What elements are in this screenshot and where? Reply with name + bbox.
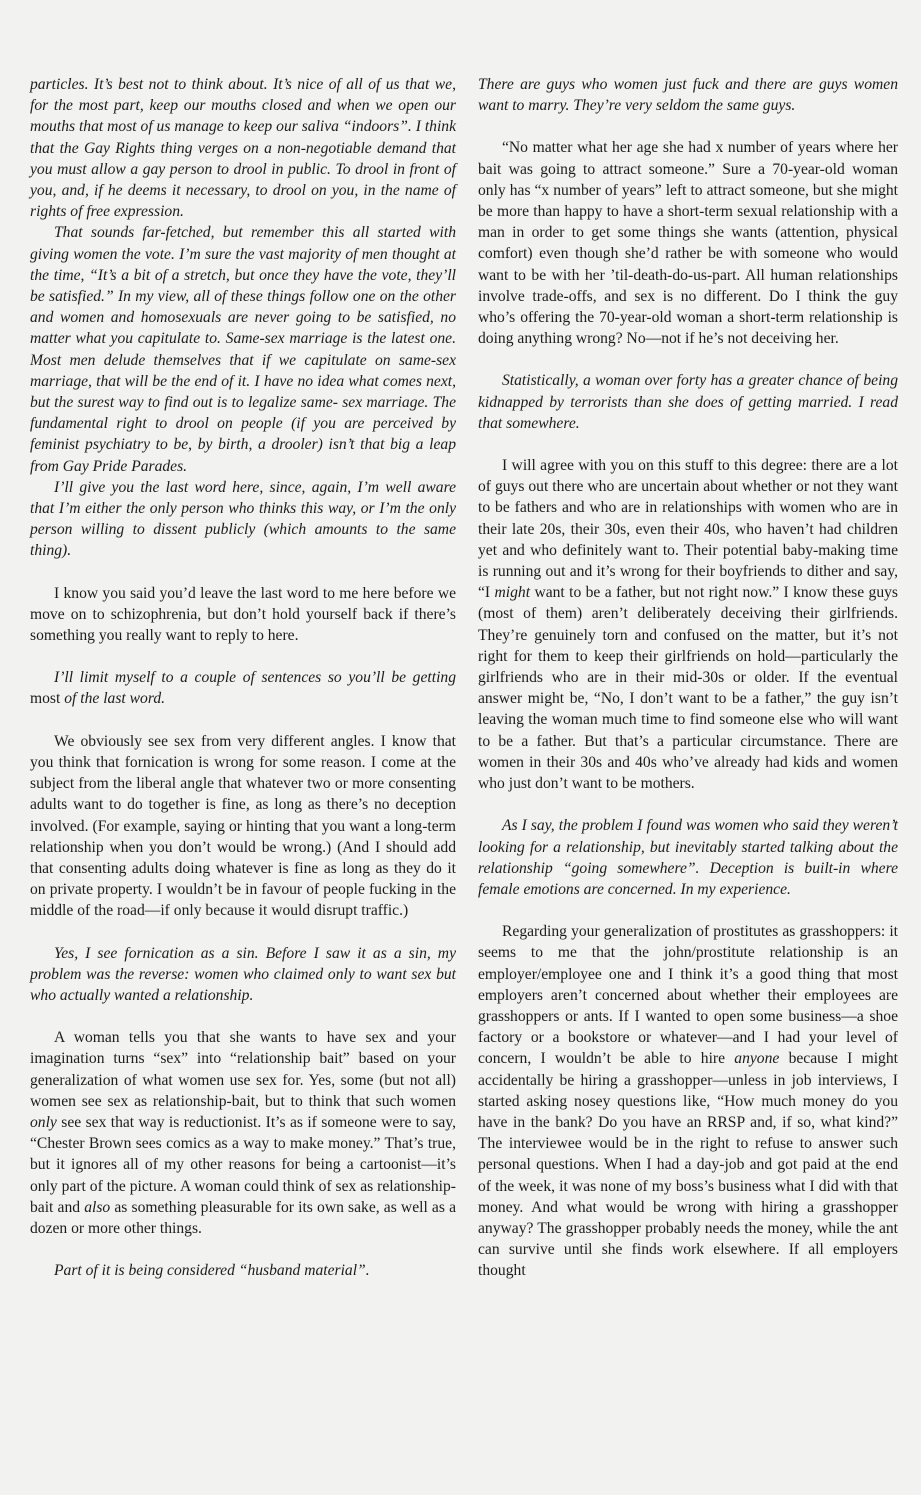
right-column bbox=[478, 74, 898, 1282]
paragraph: That sounds far-fetched, but remember this all started with giving women the vote. I’m sure the vast majority of men thought at the time, “It’s a bit of a stretch, but once they have the vote, they’ll be satisfied.” In my view, all of these things follow one on the other and women and homosexuals are never going to be satisfied, no matter what you capitulate to. Same-sex marriage is the latest one. Most men delude themselves that if we capitulate on same-sex marriage, that will be the end of it. I have no idea what comes next, but the surest way to find out is to legalize same- sex marriage. The fundamental right to drool on people (if you are perceived by feminist psychiatry to be, by birth, a drooler) isn’t that big a leap from Gay Pride Parades. bbox=[30, 224, 456, 475]
text-span: see sex that way is reductionist. It’s as if someone were to say, “Chester Brown sees comics as a way to make money.” That’s true, but it ignores all of my other reasons for being a cartoonist—it’s only part of the picture. A woman could think of sex as relationship-bait and bbox=[30, 1113, 456, 1216]
text-span: because I might accidentally be hiring a grasshopper—unless in job interviews, I started asking nosey questions like, “How much money do you have in the bank? Do you have an RRSP and, if so, what kind?” The interviewee would be in the right to refuse to answer such personal questions. When I had a day-job and got paid at the end of the week, it was none of my boss’s business what I did with that money. And what would be wrong with hiring a grasshopper anyway? The grasshopper probably needs the money, while the ant can survive until she finds work elsewhere. If all employers thought bbox=[478, 1050, 898, 1280]
paragraph bbox=[30, 1027, 456, 1239]
paragraph: Statistically, a woman over forty has a greater chance of being kidnapped by terrorists than she does of getting married. I read that somewhere. bbox=[478, 372, 898, 432]
text-span: as something pleasurable for its own sake, as well as a dozen or more other things. bbox=[30, 1198, 456, 1237]
emphasis: only bbox=[30, 1113, 57, 1131]
paragraph: “No matter what her age she had x number of years where her bait was going to attract someone.” Sure a 70-year-old woman only has “x number of years” left to attract someone, but she might be more than happy to have a short-term sexual relationship with a man in order to get some things she wants (attention, physical comfort) even though she’d rather be with someone who would want to be with her ’til-death-do-us-part. All human relationships involve trade-offs, and sex is no different. Do I think the guy who’s offering the 70-year-old woman a short-term relationship is doing anything wrong? No—not if he’s not deceiving her. bbox=[478, 139, 898, 348]
paragraph: I know you said you’d leave the last word to me here before we move on to schizophrenia, but don’t hold yourself back if there’s something you really want to reply to here. bbox=[30, 584, 456, 645]
text-span: most bbox=[30, 690, 61, 708]
text-span: A woman tells you that she wants to have sex and your imagination turns “sex” into “relationship bait” based on your generalization of what women use sex for. Yes, some (but not all) women see sex as relationship-bait, but to think that such women bbox=[30, 1029, 456, 1110]
paragraph bbox=[30, 667, 456, 709]
paragraph: particles. It’s best not to think about. It’s nice of all of us that we, for the most part, keep our mouths closed and when we open our mouths that most of us manage to keep our saliva “indoors”. I think that the Gay Rights thing verges on a non-negotiable demand that you must allow a gay person to drool in public. To drool in front of you, and, if he deems it necessary, to drool on you, in the name of rights of free expression. bbox=[30, 76, 456, 221]
emphasis: anyone bbox=[734, 1050, 780, 1068]
text-span: I’ll limit myself to a couple of sentences so you’ll be getting bbox=[54, 669, 456, 687]
paragraph bbox=[478, 455, 898, 794]
paragraph: Yes, I see fornication as a sin. Before I saw it as a sin, my problem was the reverse: women who claimed only to want sex but who actually wanted a relationship. bbox=[30, 944, 456, 1004]
text-span: of the last word. bbox=[64, 690, 166, 708]
emphasis: also bbox=[84, 1198, 111, 1216]
left-column bbox=[30, 74, 456, 1281]
paragraph: We obviously see sex from very different angles. I know that you think that fornication is wrong for some reason. I come at the subject from the liberal angle that whatever two or more consenting adults want to do together is fine, as long as there’s no deception involved. (For example, saying or hinting that you want a long-term relationship when you don’t would be wrong.) (And I should add that consenting adults doing whatever is fine as long as they do it on private property. I wouldn’t be in favour of people fucking in the middle of the road—if only because it would disrupt traffic.) bbox=[30, 732, 456, 920]
text-span: want to be a father, but not right now.” I know these guys (most of them) aren’t deliberately deceiving their girlfriends. They’re genuinely torn and confused on the matter, but it’s not right for them to keep their girlfriends on hold—particularly the girlfriends who are in their mid-30s or older. If the eventual answer might be, “No, I don’t want to be a father,” the guy isn’t leaving the woman much time to find someone else who will want to be a father. But that’s a particular circumstance. There are women in their 30s and 40s who’ve already had kids and women who just don’t want to be mothers. bbox=[478, 584, 898, 793]
paragraph: There are guys who women just fuck and there are guys women want to marry. They’re very seldom the same guys. bbox=[478, 76, 898, 115]
paragraph: As I say, the problem I found was women who said they weren’t looking for a relationship, but inevitably started talking about the relationship “going somewhere”. Deception is built-in where female emotions are concerned. In my experience. bbox=[478, 817, 898, 898]
paragraph bbox=[478, 921, 898, 1281]
paragraph: Part of it is being considered “husband material”. bbox=[54, 1262, 370, 1280]
text-span: Regarding your generalization of prostitutes as grasshoppers: it seems to me that the john/prostitute relationship is an employer/employee one and I think it’s a good thing that most employers aren’t concerned about whether their employees are grasshoppers or ants. If I wanted to open some business—a shoe factory or a bookstore or whatever—and I had your level of concern, I wouldn’t be able to hire bbox=[478, 923, 898, 1068]
text-span: I will agree with you on this stuff to this degree: there are a lot of guys out there who are uncertain about whether or not they want to be fathers and who are in relationships with women who are in their late 20s, their 30s, even their 40s, who haven’t had children yet and who definitely want to. Their potential baby-making time is running out and it’s wrong for their boyfriends to dither and say, “I bbox=[478, 457, 898, 602]
paragraph: I’ll give you the last word here, since, again, I’m well aware that I’m either the only person who thinks this way, or I’m the only person willing to dissent publicly (which amounts to the same thing). bbox=[30, 478, 456, 560]
emphasis: might bbox=[494, 584, 531, 602]
